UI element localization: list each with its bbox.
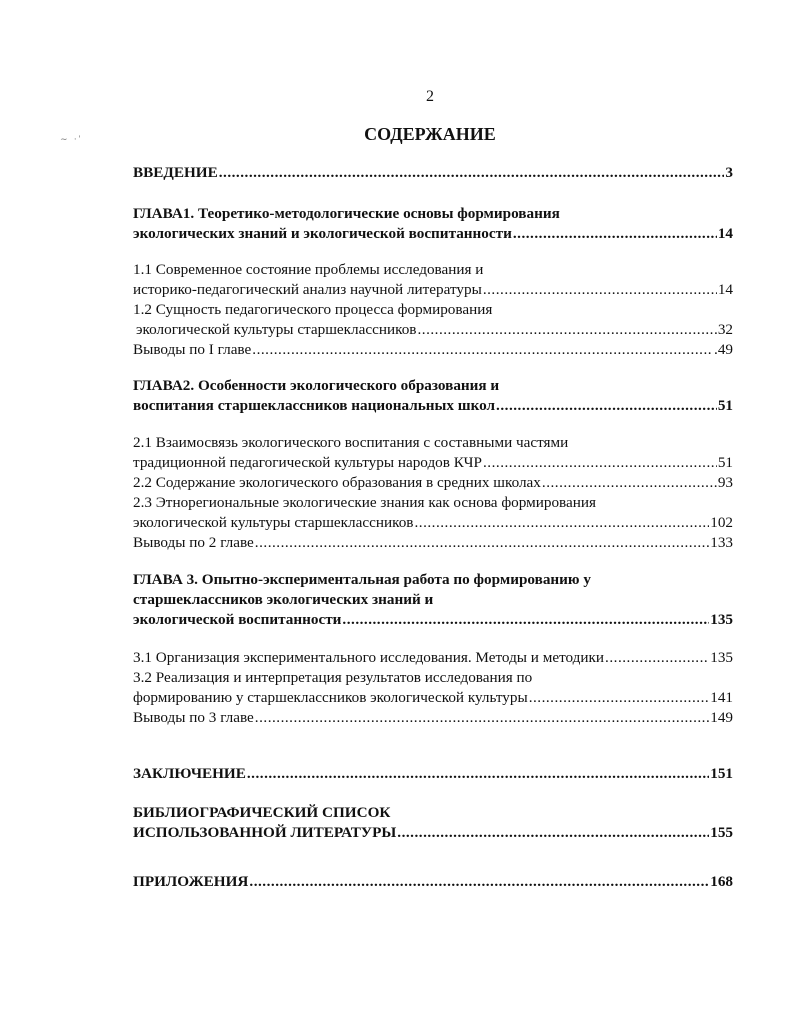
- dot-leader: [496, 396, 717, 416]
- chapter1-conclusions-label: Выводы по I главе: [133, 341, 252, 358]
- scan-artifact: ∼ ·': [60, 134, 83, 144]
- chapter2-page: 51: [717, 397, 733, 414]
- section-2-3-line2: экологической культуры старшеклассников: [133, 514, 414, 531]
- chapter2-title-line1: ГЛАВА2. Особенности экологического образования и: [133, 377, 500, 394]
- section-3-2-page: 141: [710, 689, 733, 706]
- toc-chapter3-sections: [133, 648, 733, 728]
- toc-intro-label: ВВЕДЕНИЕ: [133, 164, 218, 181]
- dot-leader: [247, 764, 709, 784]
- appendix-page: 168: [710, 873, 733, 890]
- dot-leader: [483, 280, 717, 300]
- chapter3-conclusions-label: Выводы по 3 главе: [133, 709, 254, 726]
- bibliography-line2: ИСПОЛЬЗОВАННОЙ ЛИТЕРАТУРЫ: [133, 824, 397, 841]
- section-2-2-page: 93: [717, 474, 733, 491]
- dot-leader: [417, 320, 716, 340]
- bibliography-page: 155: [710, 824, 733, 841]
- section-1-1-line1: 1.1 Современное состояние проблемы исследования и: [133, 261, 484, 278]
- chapter3-page: 135: [710, 611, 733, 628]
- section-1-1-line2: историко-педагогический анализ научной литературы: [133, 281, 482, 298]
- dot-leader: [414, 513, 709, 533]
- dot-leader: [605, 648, 709, 668]
- page-title: СОДЕРЖАНИЕ: [364, 124, 496, 144]
- bibliography-line1: БИБЛИОГРАФИЧЕСКИЙ СПИСОК: [133, 804, 391, 821]
- section-1-2-line1: 1.2 Сущность педагогического процесса формирования: [133, 301, 493, 318]
- toc-entry-chapter2: [133, 376, 733, 416]
- chapter3-title-line1: ГЛАВА 3. Опытно-экспериментальная работа по формированию у: [133, 571, 591, 588]
- toc-intro-page: 3: [725, 164, 733, 181]
- chapter2-conclusions-page: 133: [710, 534, 733, 551]
- section-2-1-page: 51: [717, 454, 733, 471]
- toc-entry-chapter3: [133, 570, 733, 630]
- section-3-1-page: 135: [710, 649, 733, 666]
- toc-chapter1-sections: [133, 260, 733, 360]
- dot-leader: [255, 533, 709, 553]
- dot-leader: [483, 453, 717, 473]
- dot-leader: [219, 163, 725, 183]
- page-number: 2: [426, 88, 434, 105]
- chapter1-page: 14: [717, 225, 733, 242]
- section-2-1-line1: 2.1 Взаимосвязь экологического воспитания с составными частями: [133, 434, 569, 451]
- section-1-2-page: 32: [717, 321, 733, 338]
- section-2-1-line2: традиционной педагогической культуры народов КЧР: [133, 454, 482, 471]
- chapter3-title-line2: старшеклассников экологических знаний и: [133, 591, 434, 608]
- dot-leader: [513, 224, 717, 244]
- dot-leader: [255, 708, 709, 728]
- toc-entry-bibliography: [133, 803, 733, 843]
- section-2-3-line1: 2.3 Этнорегиональные экологические знания как основа формирования: [133, 494, 597, 511]
- section-1-2-line2: экологической культуры старшеклассников: [136, 321, 417, 338]
- section-2-3-page: 102: [710, 514, 733, 531]
- dot-leader: [397, 823, 709, 843]
- chapter2-title-line2: воспитания старшеклассников национальных школ: [133, 397, 496, 414]
- toc-entry-conclusion: [133, 764, 733, 784]
- chapter1-conclusions-page: .49: [714, 341, 733, 358]
- toc-chapter2-sections: [133, 433, 733, 553]
- dot-leader: [542, 473, 717, 493]
- dot-leader: [249, 872, 709, 892]
- section-3-1-line1: 3.1 Организация экспериментального исследования. Методы и методики: [133, 649, 605, 666]
- section-3-2-line2: формированию у старшеклассников экологической культуры: [133, 689, 528, 706]
- dot-leader: [529, 688, 710, 708]
- section-3-2-line1: 3.2 Реализация и интерпретация результатов исследования по: [133, 669, 533, 686]
- dot-leader: [252, 340, 713, 360]
- chapter1-title-line1: ГЛАВА1. Теоретико-методологические основы формирования: [133, 205, 560, 222]
- toc-entry-chapter1: [133, 204, 733, 244]
- dot-leader: [342, 610, 709, 630]
- chapter2-conclusions-label: Выводы по 2 главе: [133, 534, 254, 551]
- appendix-label: ПРИЛОЖЕНИЯ: [133, 873, 249, 890]
- toc-entry-intro: [133, 163, 733, 183]
- conclusion-label: ЗАКЛЮЧЕНИЕ: [133, 765, 246, 782]
- conclusion-page: 151: [710, 765, 733, 782]
- chapter3-title-line3: экологической воспитанности: [133, 611, 342, 628]
- chapter3-conclusions-page: 149: [710, 709, 733, 726]
- section-2-2-line1: 2.2 Содержание экологического образования в средних школах: [133, 474, 541, 491]
- chapter1-title-line2: экологических знаний и экологической воспитанности: [133, 225, 512, 242]
- toc-entry-appendix: [133, 872, 733, 892]
- section-1-1-page: 14: [717, 281, 733, 298]
